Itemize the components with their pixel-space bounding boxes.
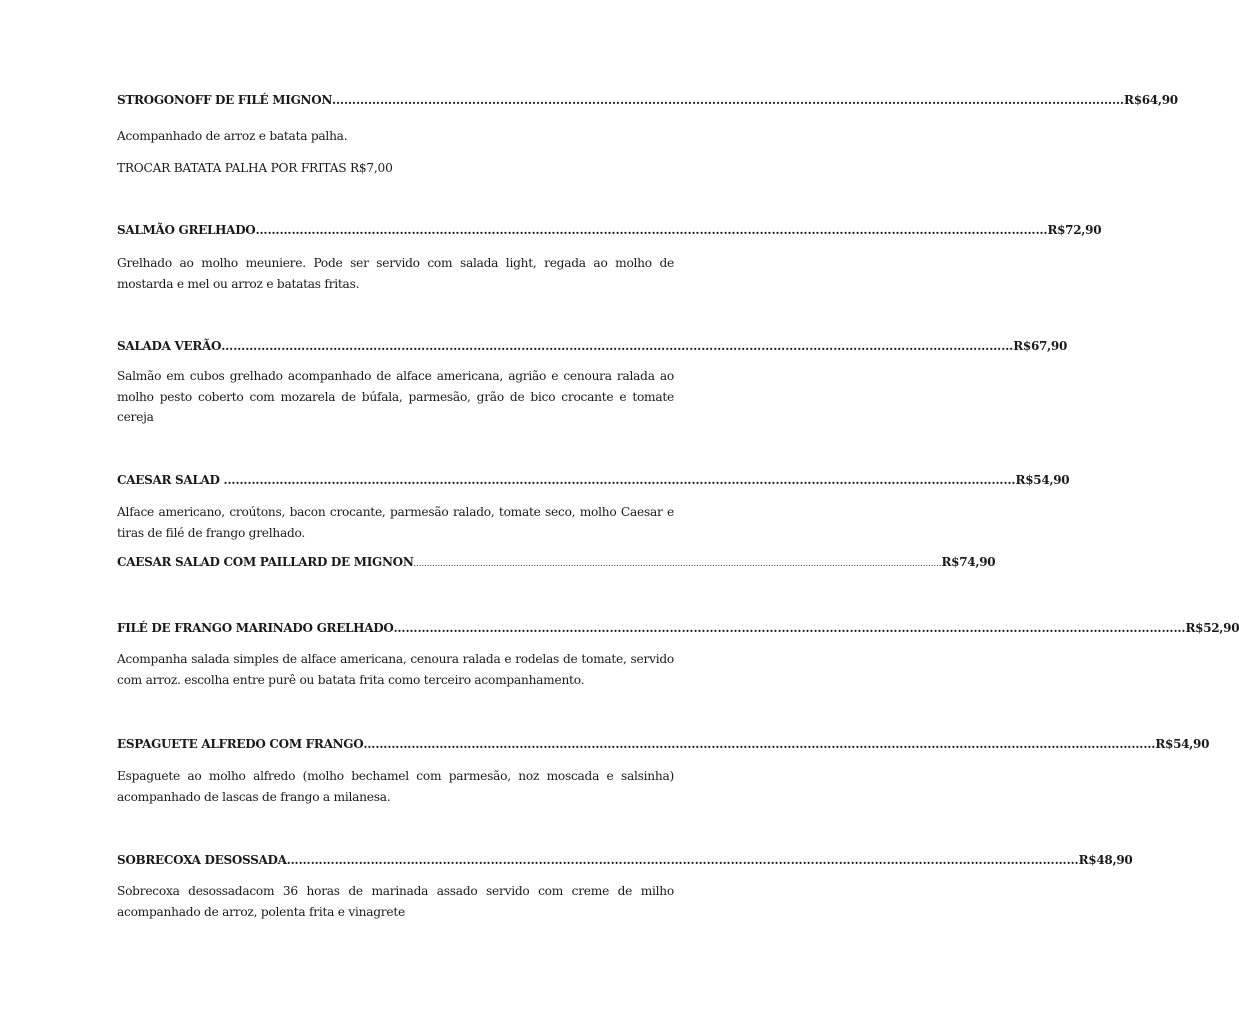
item-name: FILÉ DE FRANGO MARINADO GRELHADO — [117, 621, 394, 635]
menu-item-title — [117, 850, 1133, 870]
item-description: Salmão em cubos grelhado acompanhado de alface americana, agrião e cenoura ralada ao molho pesto coberto com mozarela de búfala, parmesão, grão de bico crocante e tomate cereja — [117, 369, 674, 424]
item-description: Grelhado ao molho meuniere. Pode ser servido com salada light, regada ao molho de mostarda e mel ou arroz e batatas fritas. — [117, 256, 674, 291]
menu-item-title — [117, 470, 1070, 490]
dot-leader: ……………………………………………………………………………………………………………………………………………………………………………… — [255, 223, 1048, 237]
item-price: R$72,90 — [1047, 223, 1102, 237]
menu-item-title — [117, 90, 1178, 110]
item-price: R$48,90 — [1078, 853, 1133, 867]
dot-leader: ……………………………………………………………………………………………………………………………………………………………………………… — [221, 339, 1014, 353]
dot-leader: ……………………………………………………………………………………………………………………………………………………………………………… — [223, 473, 1016, 487]
item-name: CAESAR SALAD COM PAILLARD DE MIGNON — [117, 555, 414, 569]
item-description: Acompanhado de arroz e batata palha. — [117, 129, 348, 143]
item-price: R$74,90 — [941, 555, 996, 569]
menu-item-title — [117, 336, 1068, 356]
item-description: Sobrecoxa desossadacom 36 horas de marinada assado servido com creme de milho acompanhado de arroz, polenta frita e vinagrete — [117, 884, 674, 919]
item-price: R$54,90 — [1155, 737, 1210, 751]
item-price: R$64,90 — [1124, 93, 1178, 107]
item-price: R$67,90 — [1013, 339, 1068, 353]
item-price: R$52,90 — [1185, 621, 1239, 635]
item-name: STROGONOFF DE FILÉ MIGNON — [117, 93, 333, 107]
dot-leader: ……………………………………………………………………………………………………………………………………………………………………………… — [286, 853, 1079, 867]
item-price: R$54,90 — [1015, 473, 1070, 487]
menu-item-title — [117, 552, 996, 574]
dot-leader: ……………………………………………………………………………………………………………………………………………………………………………… — [332, 93, 1125, 107]
menu-item-title — [117, 618, 1239, 638]
dot-leader: ……………………………………………………………………………………………………………………………………………………………………………… — [393, 621, 1186, 635]
item-description: Espaguete ao molho alfredo (molho bechamel com parmesão, noz moscada e salsinha) acompanhado de lascas de frango a milanesa. — [117, 769, 674, 804]
menu-item-title — [117, 220, 1102, 240]
dot-leader: ……………………………………………………………………………………………………………………………………………………………………………… — [413, 559, 942, 568]
item-name: ESPAGUETE ALFREDO COM FRANGO — [117, 737, 364, 751]
item-name: SOBRECOXA DESOSSADA — [117, 853, 287, 867]
item-note: TROCAR BATATA PALHA POR FRITAS R$7,00 — [117, 161, 393, 175]
item-name: SALADA VERÃO — [117, 339, 222, 353]
item-description: Alface americano, croútons, bacon crocante, parmesão ralado, tomate seco, molho Caesar e tiras de filé de frango grelhado. — [117, 505, 674, 540]
item-name: CAESAR SALAD — [117, 473, 224, 487]
item-name: SALMÃO GRELHADO — [117, 223, 256, 237]
dot-leader: ……………………………………………………………………………………………………………………………………………………………………………… — [363, 737, 1156, 751]
item-description: Acompanha salada simples de alface americana, cenoura ralada e rodelas de tomate, servido com arroz. escolha entre purê ou batata frita como terceiro acompanhamento. — [117, 652, 674, 687]
menu-item-title — [117, 734, 1210, 754]
